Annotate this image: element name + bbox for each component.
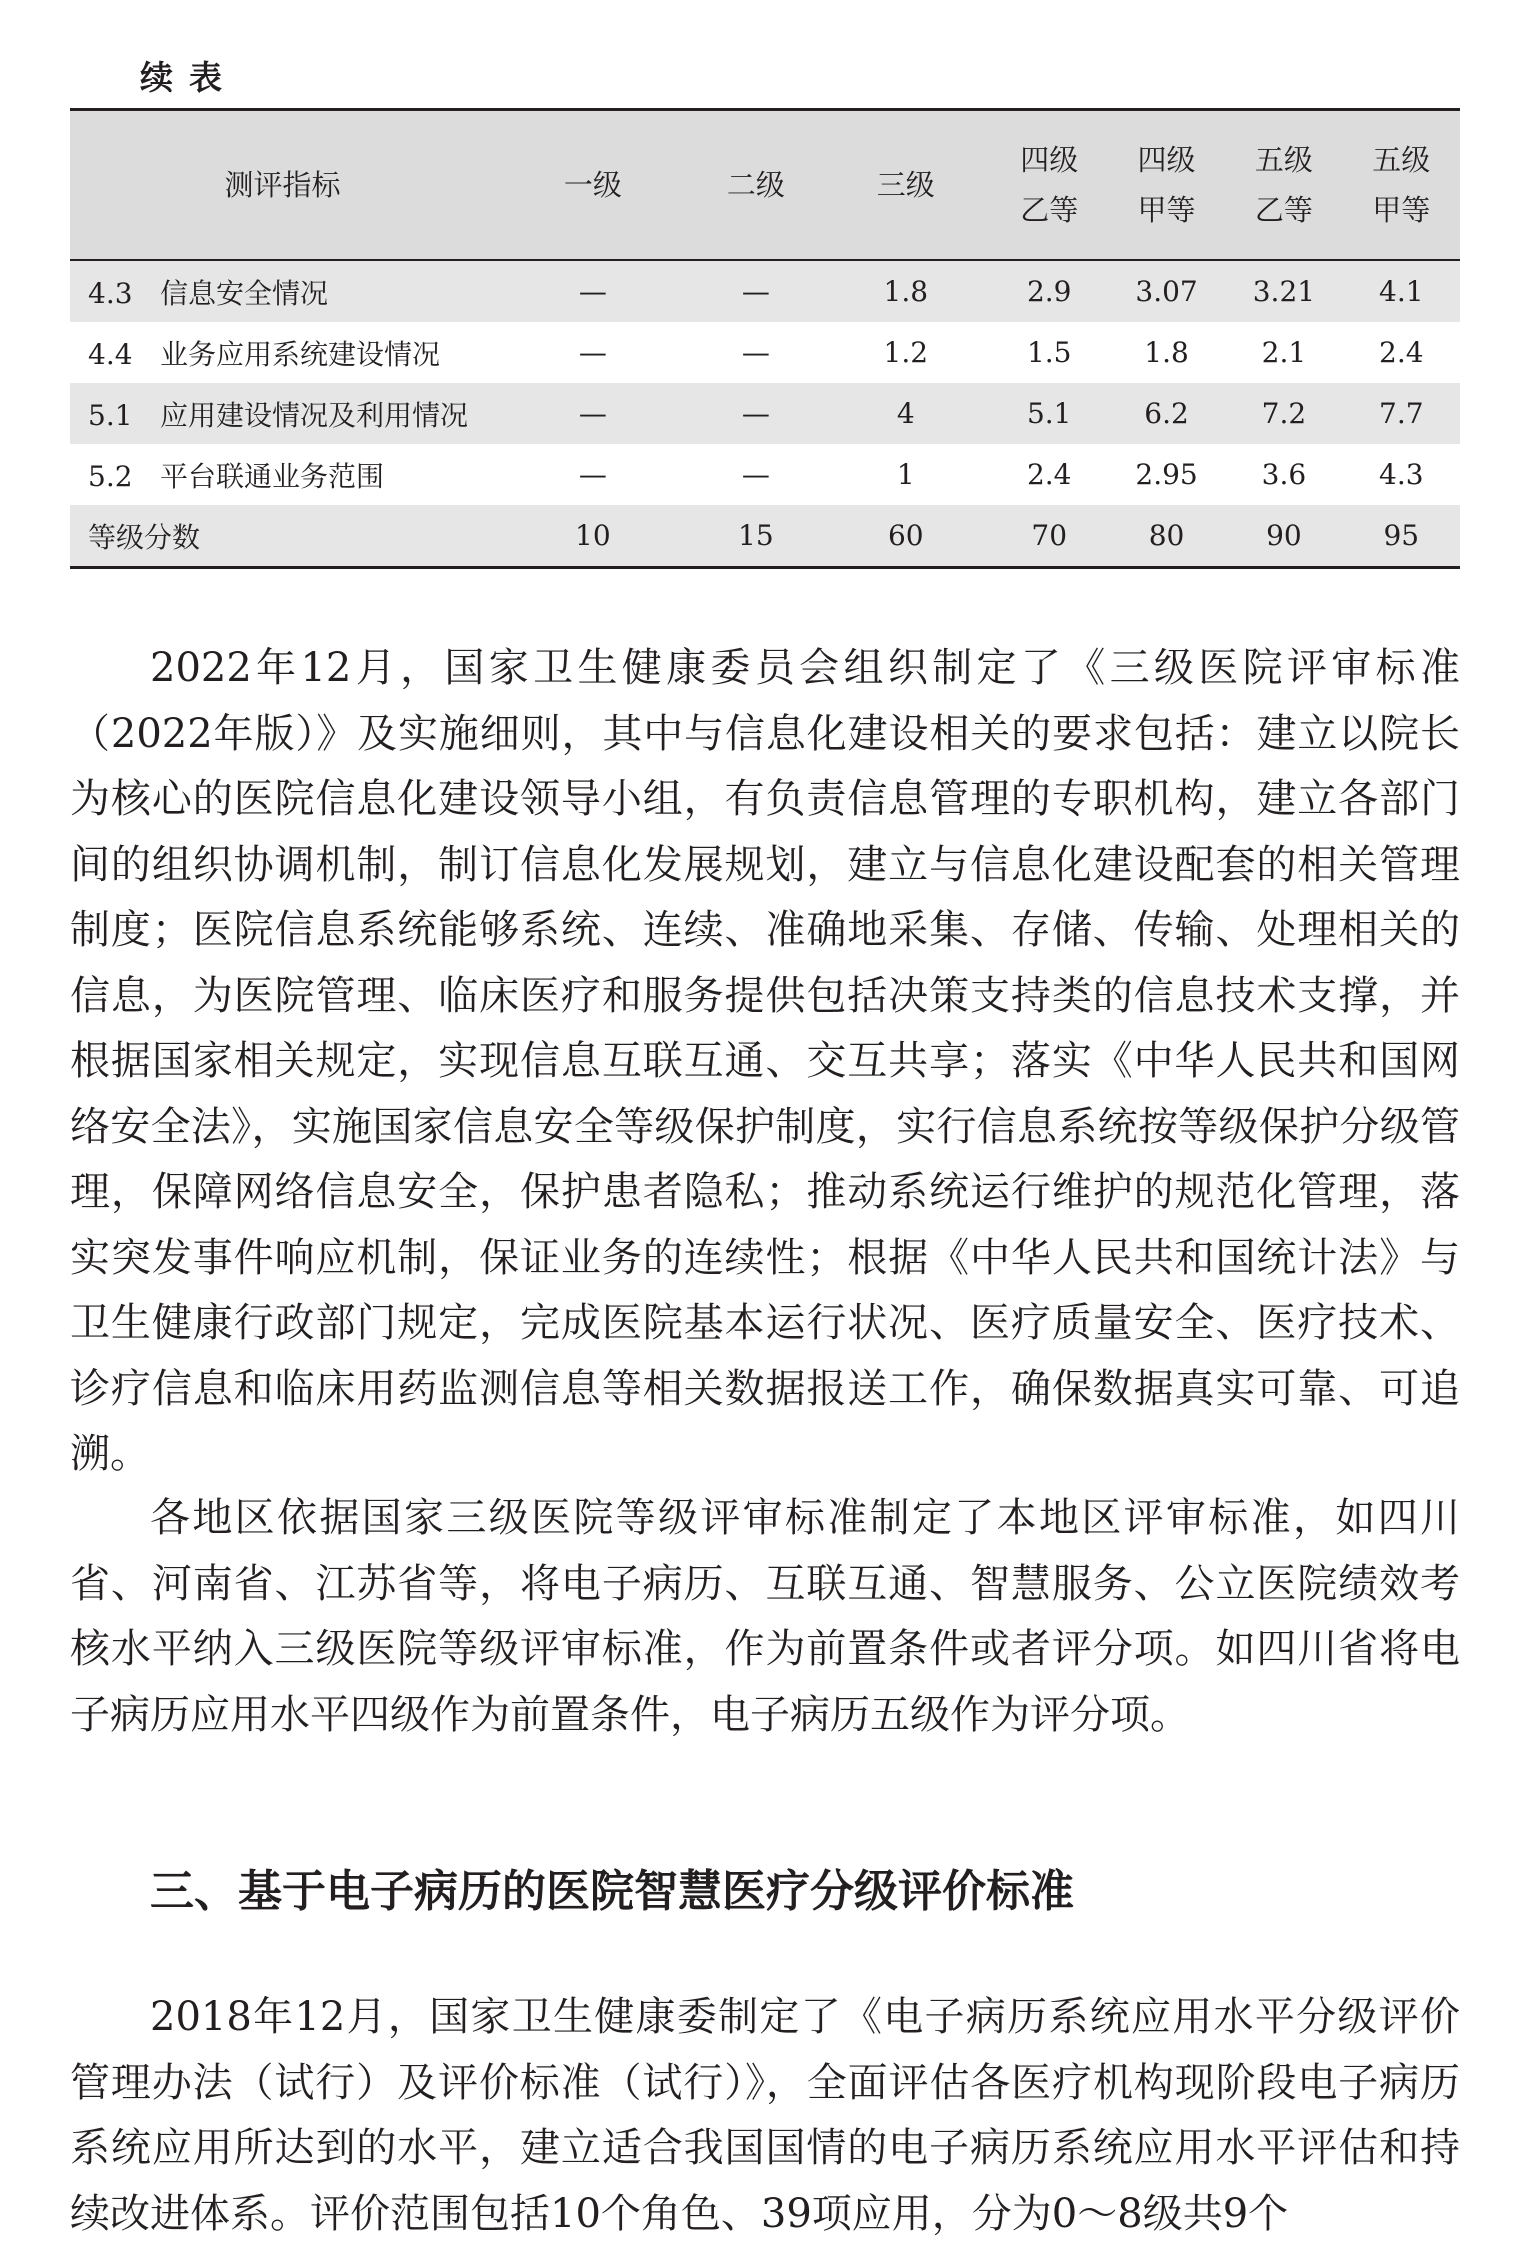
value-cell: 1.5 — [1026, 336, 1072, 369]
value-cell: — — [578, 336, 607, 369]
value-cell: 1 — [896, 458, 915, 491]
score-table — [70, 108, 1460, 569]
paragraph-emr-evaluation: 2018年12月，国家卫生健康委制定了《电子病历系统应用水平分级评价管理办法（试行）及评价标准（试行）》，全面评估各医疗机构现阶段电子病历系统应用所达到的水平，建立适合我国国情的电子病历系统应用水平评估和持续改进体系。评价范围包括10个角色、39项应用，分为0～8级共9个 — [70, 1994, 1460, 2237]
value-cell: 10 — [495, 505, 691, 568]
value-cell: 1.8 — [821, 260, 991, 322]
value-cell: 3.6 — [1261, 458, 1307, 491]
value-cell: — — [691, 260, 821, 322]
value-cell: — — [495, 383, 691, 444]
value-cell: 7.7 — [1343, 383, 1460, 444]
header-level-1: 一级 — [495, 110, 691, 261]
value-cell: 80 — [1108, 505, 1225, 568]
value-cell: — — [495, 260, 691, 322]
value-cell: 2.1 — [1261, 336, 1307, 369]
header-level-2: 二级 — [691, 110, 821, 261]
value-cell: 1.8 — [1144, 336, 1189, 369]
table-header-row — [70, 110, 1460, 261]
indicator-cell: 5.2 平台联通业务范围 — [88, 459, 385, 493]
value-cell: 70 — [991, 505, 1108, 568]
value-cell: 3.07 — [1108, 260, 1225, 322]
header-level-3: 三级 — [821, 110, 991, 261]
indicator-cell: 4.3 信息安全情况 — [70, 260, 495, 322]
value-cell: 3.21 — [1225, 260, 1342, 322]
value-cell: 5.1 — [991, 383, 1108, 444]
value-cell: — — [741, 458, 770, 491]
value-cell: — — [741, 336, 770, 369]
value-cell: 95 — [1343, 505, 1460, 568]
value-cell: 4.1 — [1343, 260, 1460, 322]
table-row — [70, 322, 1460, 383]
table-total-row — [70, 505, 1460, 568]
value-cell: 7.2 — [1225, 383, 1342, 444]
table-row — [70, 260, 1460, 322]
table-caption: 续表 — [140, 58, 238, 97]
value-cell: 4.3 — [1379, 458, 1424, 491]
value-cell: — — [691, 383, 821, 444]
header-level-4b: 四级 乙等 — [991, 110, 1108, 261]
value-cell: 90 — [1225, 505, 1342, 568]
paragraph-regional-standards: 各地区依据国家三级医院等级评审标准制定了本地区评审标准，如四川省、河南省、江苏省等，将电子病历、互联互通、智慧服务、公立医院绩效考核水平纳入三级医院等级评审标准，作为前置条件或者评分项。如四川省将电子病历应用水平四级作为前置条件，电子病历五级作为评分项。 — [70, 1495, 1460, 1738]
value-cell: 1.2 — [883, 336, 929, 369]
value-cell: 2.4 — [1026, 458, 1072, 491]
table-row — [70, 383, 1460, 444]
table-row — [70, 444, 1460, 505]
indicator-cell: 等级分数 — [70, 505, 495, 568]
value-cell: — — [578, 458, 607, 491]
header-level-5b: 五级 乙等 — [1225, 110, 1342, 261]
value-cell: 4 — [821, 383, 991, 444]
header-indicator: 测评指标 — [70, 110, 495, 261]
header-level-4a: 四级 甲等 — [1108, 110, 1225, 261]
indicator-cell: 4.4 业务应用系统建设情况 — [88, 337, 441, 371]
header-level-5a: 五级 甲等 — [1343, 110, 1460, 261]
section-heading: 三、基于电子病历的医院智慧医疗分级评价标准 — [150, 1866, 1074, 1917]
indicator-cell: 5.1 应用建设情况及利用情况 — [70, 383, 495, 444]
value-cell: 2.95 — [1135, 458, 1198, 491]
paragraph-2022-standard: 2022年12月，国家卫生健康委员会组织制定了《三级医院评审标准（2022年版）》及实施细则，其中与信息化建设相关的要求包括：建立以院长为核心的医院信息化建设领导小组，有负责信息管理的专职机构，建立各部门间的组织协调机制，制订信息化发展规划，建立与信息化建设配套的相关管理制度；医院信息系统能够系统、连续、准确地采集、存储、传输、处理相关的信息，为医院管理、临床医疗和服务提供包括决策支持类的信息技术支撑，并根据国家相关规定，实现信息互联互通、交互共享；落实《中华人民共和国网络安全法》，实施国家信息安全等级保护制度，实行信息系统按等级保护分级管理，保障网络信息安全，保护患者隐私；推动系统运行维护的规范化管理，落实突发事件响应机制，保证业务的连续性；根据《中华人民共和国统计法》与卫生健康行政部门规定，完成医院基本运行状况、医疗质量安全、医疗技术、诊疗信息和临床用药监测信息等相关数据报送工作，确保数据真实可靠、可追溯。 — [70, 645, 1460, 1477]
value-cell: 6.2 — [1108, 383, 1225, 444]
value-cell: 60 — [821, 505, 991, 568]
value-cell: 2.9 — [991, 260, 1108, 322]
value-cell: 15 — [691, 505, 821, 568]
value-cell: 2.4 — [1379, 336, 1424, 369]
